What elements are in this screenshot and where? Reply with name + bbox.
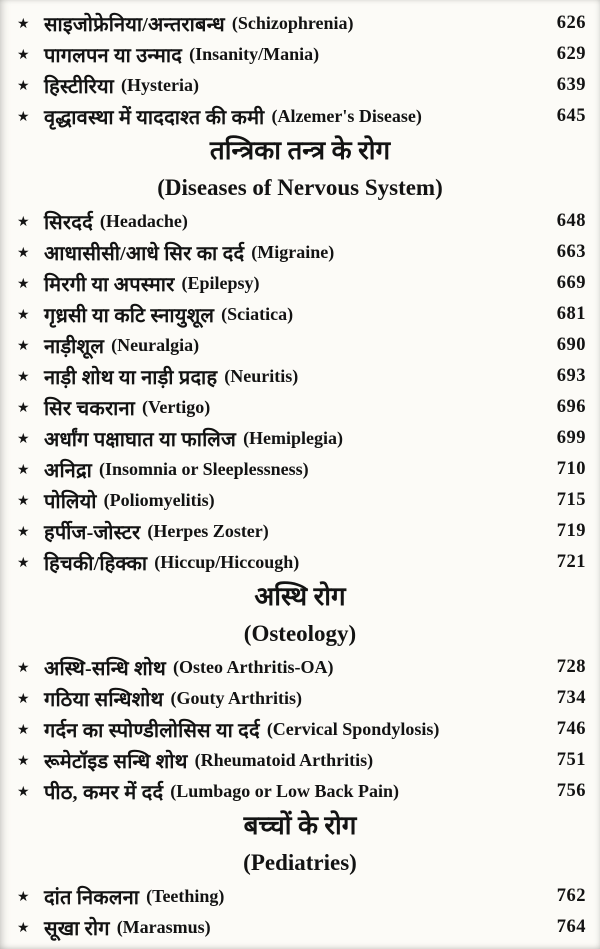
entry-page-number: 764 [556, 917, 586, 937]
entry-title-hindi: दांत निकलना [44, 887, 140, 909]
entry-page-number: 626 [556, 13, 586, 33]
entry-title-hindi: अर्धांग पक्षाघात या फालिज [44, 429, 237, 451]
section-title-hindi: अस्थि रोग [254, 582, 346, 611]
entry-page-number: 639 [556, 75, 586, 95]
entry-title-hindi: गर्दन का स्पोण्डीलोसिस या दर्द [44, 720, 260, 742]
section-title-english: (Pediatries) [243, 850, 357, 875]
star-icon: ★ [17, 46, 30, 63]
toc-entry [0, 70, 600, 101]
entry-title-english: (Lumbago or Low Back Pain) [170, 781, 399, 801]
entry-title-english: (Cervical Spondylosis) [266, 719, 440, 739]
entry-title-hindi: वृद्धावस्था में याददाश्त की कमी [44, 107, 265, 129]
entry-title-english: (Epilepsy) [181, 273, 260, 293]
toc-entry [0, 776, 600, 807]
entry-title-hindi: साइजोफ्रेनिया/अन्तराबन्ध [44, 14, 225, 36]
toc-entry [0, 39, 600, 70]
entry-page-number: 728 [556, 657, 586, 677]
toc-entry [0, 485, 600, 516]
toc-entry [0, 392, 600, 423]
entry-title-english: (Osteo Arthritis-OA) [172, 657, 334, 677]
entry-title-english: (Migraine) [251, 242, 335, 262]
toc-entry [0, 101, 600, 132]
entry-page-number: 762 [556, 886, 586, 906]
toc-entry [0, 881, 600, 912]
entry-page-number: 669 [556, 273, 586, 293]
entry-title-english: (Alzemer's Disease) [271, 106, 422, 126]
entry-title-hindi: नाड़ीशूल [44, 336, 105, 358]
entry-title-hindi: अनिद्रा [44, 460, 92, 482]
entry-title-hindi: आधासीसी/आधे सिर का दर्द [44, 243, 245, 265]
star-icon: ★ [17, 492, 30, 509]
toc-entry [0, 912, 600, 943]
entry-title-english: (Insanity/Mania) [189, 44, 320, 64]
star-icon: ★ [17, 368, 30, 385]
star-icon: ★ [17, 244, 30, 261]
toc-entry [0, 299, 600, 330]
entry-title-english: (Sciatica) [221, 304, 294, 324]
entry-title-hindi: सूखा रोग [44, 918, 110, 940]
section-title-hindi: बच्चों के रोग [243, 811, 357, 840]
entry-title-english: (Hysteria) [120, 75, 199, 95]
entry-title-english: (Herpes Zoster) [147, 521, 269, 541]
star-icon: ★ [17, 554, 30, 571]
entry-title-english: (Teething) [146, 886, 225, 906]
entry-page-number: 734 [556, 688, 586, 708]
entry-page-number: 699 [556, 428, 586, 448]
toc-entry [0, 745, 600, 776]
toc-entry [0, 8, 600, 39]
section-header [0, 807, 600, 881]
entry-page-number: 746 [556, 719, 586, 739]
entry-page-number: 715 [556, 490, 586, 510]
section-title-english: (Diseases of Nervous System) [157, 175, 443, 200]
entry-title-hindi: हिस्टीरिया [44, 76, 114, 98]
entry-title-hindi: हर्पीज-जोस्टर [44, 522, 141, 544]
toc-entry [0, 206, 600, 237]
section-header [0, 578, 600, 652]
entry-title-english: (Marasmus) [116, 917, 211, 937]
entry-page-number: 710 [556, 459, 586, 479]
star-icon: ★ [17, 783, 30, 800]
entry-title-hindi: अस्थि-सन्धि शोथ [44, 658, 166, 680]
section-title-english: (Osteology) [243, 621, 357, 646]
section-title-hindi: तन्त्रिका तन्त्र के रोग [209, 136, 391, 165]
entry-title-english: (Poliomyelitis) [103, 490, 215, 510]
star-icon: ★ [17, 275, 30, 292]
entry-title-hindi: सिरदर्द [44, 212, 93, 234]
star-icon: ★ [17, 337, 30, 354]
star-icon: ★ [17, 461, 30, 478]
star-icon: ★ [17, 77, 30, 94]
entry-title-hindi: रूमेटॉइड सन्धि शोथ [44, 751, 188, 773]
entry-page-number: 629 [556, 44, 586, 64]
entry-title-english: (Hiccup/Hiccough) [154, 552, 300, 572]
entry-page-number: 681 [556, 304, 586, 324]
toc-entry [0, 268, 600, 299]
toc-entry [0, 714, 600, 745]
toc-entry [0, 423, 600, 454]
entry-page-number: 721 [556, 552, 586, 572]
star-icon: ★ [17, 888, 30, 905]
entry-title-english: (Hemiplegia) [243, 428, 344, 448]
entry-page-number: 719 [556, 521, 586, 541]
entry-title-hindi: मिरगी या अपस्मार [44, 274, 175, 296]
toc-entry [0, 547, 600, 578]
toc-entry [0, 237, 600, 268]
star-icon: ★ [17, 690, 30, 707]
star-icon: ★ [17, 752, 30, 769]
entry-title-english: (Neuritis) [224, 366, 299, 386]
star-icon: ★ [17, 306, 30, 323]
star-icon: ★ [17, 430, 30, 447]
star-icon: ★ [17, 659, 30, 676]
entry-title-hindi: गृध्रसी या कटि स्नायुशूल [44, 305, 215, 327]
star-icon: ★ [17, 108, 30, 125]
entry-page-number: 756 [556, 781, 586, 801]
entry-title-english: (Insomnia or Sleeplessness) [98, 459, 309, 479]
entry-title-english: (Neuralgia) [111, 335, 200, 355]
star-icon: ★ [17, 919, 30, 936]
star-icon: ★ [17, 523, 30, 540]
star-icon: ★ [17, 213, 30, 230]
entry-title-hindi: हिचकी/हिक्का [44, 553, 148, 575]
entry-title-hindi: पीठ, कमर में दर्द [44, 782, 164, 804]
toc-entry [0, 361, 600, 392]
entry-page-number: 663 [556, 242, 586, 262]
entry-title-english: (Headache) [99, 211, 188, 231]
entry-title-english: (Gouty Arthritis) [170, 688, 303, 708]
entry-page-number: 690 [556, 335, 586, 355]
entry-title-hindi: गठिया सन्धिशोथ [44, 689, 164, 711]
toc-entry [0, 454, 600, 485]
toc-entry [0, 330, 600, 361]
entry-title-english: (Vertigo) [141, 397, 211, 417]
entry-page-number: 648 [556, 211, 586, 231]
entry-title-english: (Schizophrenia) [231, 13, 354, 33]
entry-page-number: 645 [556, 106, 586, 126]
toc-entry [0, 683, 600, 714]
entry-page-number: 693 [556, 366, 586, 386]
star-icon: ★ [17, 721, 30, 738]
section-header [0, 132, 600, 206]
entry-page-number: 751 [556, 750, 586, 770]
entry-page-number: 696 [556, 397, 586, 417]
toc-entry [0, 652, 600, 683]
star-icon: ★ [17, 399, 30, 416]
entry-title-hindi: नाड़ी शोथ या नाड़ी प्रदाह [44, 367, 218, 389]
entry-title-hindi: सिर चकराना [44, 398, 135, 420]
entry-title-hindi: पोलियो [44, 491, 97, 513]
star-icon: ★ [17, 15, 30, 32]
entry-title-hindi: पागलपन या उन्माद [44, 45, 183, 67]
toc-entry [0, 516, 600, 547]
entry-title-english: (Rheumatoid Arthritis) [194, 750, 374, 770]
